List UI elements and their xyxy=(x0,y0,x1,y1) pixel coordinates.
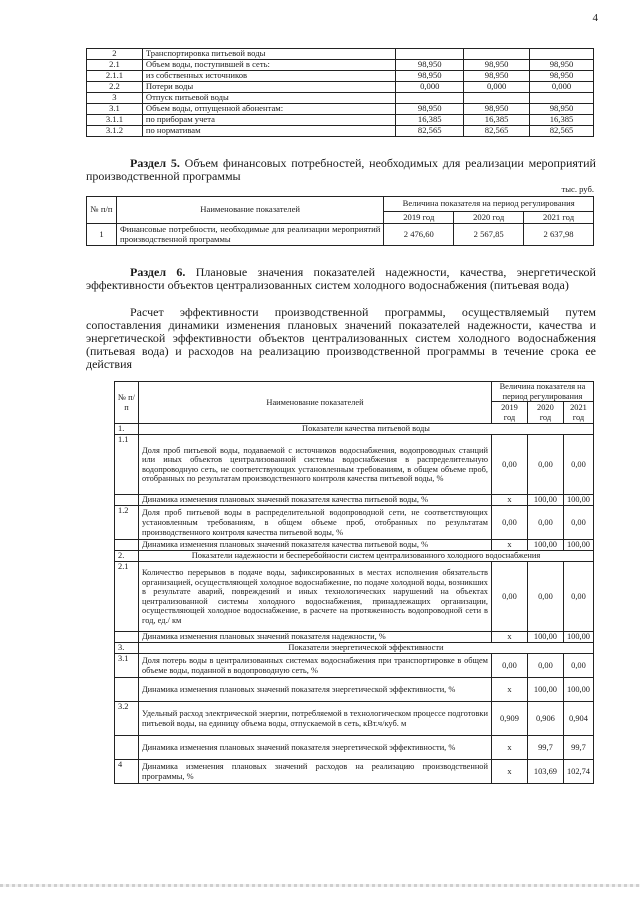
row-value: 0,00 xyxy=(527,654,563,678)
row-value xyxy=(530,93,594,104)
row-value: х xyxy=(491,540,527,551)
header-no: № п/п xyxy=(115,382,139,424)
financial-needs-table xyxy=(86,196,594,246)
group-title: Показатели качества питьевой воды xyxy=(138,424,593,435)
header-no: № п/п xyxy=(87,197,117,224)
page-number: 4 xyxy=(592,12,598,24)
row-value xyxy=(396,93,464,104)
row-value: х xyxy=(491,495,527,506)
table-row xyxy=(87,71,594,82)
row-value: 100,00 xyxy=(527,632,563,643)
row-name: Транспортировка питьевой воды xyxy=(142,49,395,60)
scan-edge-artifact xyxy=(0,884,640,887)
row-no: 4 xyxy=(115,760,139,784)
row-no-empty xyxy=(115,632,139,643)
row-name: Объем воды, поступившей в сеть: xyxy=(142,60,395,71)
row-name: Динамика изменения плановых значений показателя качества питьевой воды, % xyxy=(138,540,491,551)
row-value: 2 637,98 xyxy=(524,224,594,246)
row-value: 98,950 xyxy=(396,60,464,71)
row-value: 0,00 xyxy=(563,654,593,678)
row-value: 2 567,85 xyxy=(454,224,524,246)
header-year: 2019 год xyxy=(384,212,454,224)
table-row xyxy=(87,49,594,60)
row-value: 99,7 xyxy=(563,736,593,760)
row-value: 0,909 xyxy=(491,702,527,736)
row-value: 0,00 xyxy=(527,562,563,632)
row-name: Удельный расход электрической энергии, потребляемой в технологическом процессе подготовки питьевой воды, на единицу объема воды, отпускаемой в сеть, кВт.ч/куб. м xyxy=(138,702,491,736)
row-value: 100,00 xyxy=(563,632,593,643)
header-year: 2020 год xyxy=(527,402,563,424)
row-name: Объем воды, отпущенной абонентам: xyxy=(142,104,395,115)
row-value: 82,565 xyxy=(396,126,464,137)
group-title: Показатели энергетической эффективности xyxy=(138,643,593,654)
row-no: 2.1 xyxy=(87,60,143,71)
row-name: по приборам учета xyxy=(142,115,395,126)
row-value: 0,904 xyxy=(563,702,593,736)
group-title: Показатели надежности и бесперебойности систем централизованного холодного водоснабжения xyxy=(138,551,593,562)
row-value: 100,00 xyxy=(527,540,563,551)
row-value: 0,00 xyxy=(491,654,527,678)
row-no: 3.1.2 xyxy=(87,126,143,137)
row-no-empty xyxy=(115,678,139,702)
row-name: Динамика изменения плановых значений показателя энергетической эффективности, % xyxy=(138,678,491,702)
row-value: 82,565 xyxy=(464,126,530,137)
header-year: 2021 год xyxy=(563,402,593,424)
section-6-paragraph: Расчет эффективности производственной программы, осуществляемый путем сопоставления динамики изменения плановых значений показателей надежности, качества и энергетической эффективности объектов централизованных систем холодного водоснабжения (питьевая вода) и расходов на реализацию производственной программы в течение срока ее действия xyxy=(86,305,596,371)
row-no: 1.1 xyxy=(115,435,139,495)
row-value: 16,385 xyxy=(530,115,594,126)
row-no: 2.1 xyxy=(115,562,139,632)
table-row xyxy=(87,126,594,137)
row-value: 99,7 xyxy=(527,736,563,760)
row-value: 98,950 xyxy=(530,104,594,115)
row-value: 16,385 xyxy=(464,115,530,126)
header-year: 2019 год xyxy=(491,402,527,424)
header-name: Наименование показателей xyxy=(138,382,491,424)
row-value: 0,00 xyxy=(491,435,527,495)
table-row xyxy=(87,93,594,104)
row-name: Финансовые потребности, необходимые для реализации мероприятий производственной программы xyxy=(116,224,383,246)
row-value: 0,00 xyxy=(491,562,527,632)
row-name: Отпуск питьевой воды xyxy=(142,93,395,104)
table-row xyxy=(87,82,594,93)
row-value: х xyxy=(491,632,527,643)
row-value: 98,950 xyxy=(530,60,594,71)
row-value: 82,565 xyxy=(530,126,594,137)
row-no: 2.1.1 xyxy=(87,71,143,82)
table-row xyxy=(87,60,594,71)
section-6-heading xyxy=(86,266,596,292)
unit-note: тыс. руб. xyxy=(561,184,594,194)
row-value: 0,000 xyxy=(464,82,530,93)
section-6-label: Раздел 6. xyxy=(130,265,186,279)
row-value: 0,000 xyxy=(396,82,464,93)
header-period: Величина показателя на период регулирования xyxy=(384,197,594,212)
section-6-title: Плановые значения показателей надежности, качества, энергетической эффективности объектов централизованных систем холодного водоснабжения (питьевая вода) xyxy=(86,265,596,292)
row-value: 100,00 xyxy=(563,495,593,506)
row-value: 98,950 xyxy=(396,104,464,115)
row-no-empty xyxy=(115,495,139,506)
section-5-label: Раздел 5. xyxy=(130,156,180,170)
row-value: 0,00 xyxy=(491,506,527,540)
row-no: 3.2 xyxy=(115,702,139,736)
group-no: 2. xyxy=(115,551,139,562)
row-name: Доля проб питьевой воды в распределительной водопроводной сети, не соответствующих установленным требованиям, в общем объеме проб, отобранных по результатам производственного контроля качества питьевой воды, % xyxy=(138,506,491,540)
header-year: 2021 год xyxy=(524,212,594,224)
row-name: Количество перерывов в подаче воды, зафиксированных в местах исполнения обязательств организацией, осуществляющей холодное водоснабжение, по подаче холодной воды, возникших в результате аварий, повреждений и иных технологических нарушений на объектах централизованной системы холодного водоснабжения, принадлежащих организации, осуществляющей холодное водоснабжение, в расчете на протяженность водопроводной сети в год, ед./ км xyxy=(138,562,491,632)
row-no: 1 xyxy=(87,224,117,246)
row-value: 98,950 xyxy=(530,71,594,82)
row-name: Потери воды xyxy=(142,82,395,93)
row-value: 0,00 xyxy=(563,562,593,632)
row-value: 0,00 xyxy=(527,435,563,495)
row-value xyxy=(464,49,530,60)
row-value: 0,00 xyxy=(527,506,563,540)
row-value: 102,74 xyxy=(563,760,593,784)
table-row xyxy=(87,115,594,126)
header-name: Наименование показателей xyxy=(116,197,383,224)
row-name: из собственных источников xyxy=(142,71,395,82)
row-value: х xyxy=(491,736,527,760)
water-balance-table xyxy=(86,48,594,137)
row-value: х xyxy=(491,760,527,784)
row-value: 100,00 xyxy=(563,678,593,702)
row-value: 98,950 xyxy=(464,71,530,82)
row-name: Доля проб питьевой воды, подаваемой с источников водоснабжения, водопроводных станций или иных объектов централизованной системы водоснабжения в распределительную водопроводную сеть, не соответствующих установленным требованиям, в общем объеме проб, отобранных по результатам производственного контроля качества питьевой воды, % xyxy=(138,435,491,495)
row-value xyxy=(464,93,530,104)
row-value: 0,00 xyxy=(563,435,593,495)
row-value: 100,00 xyxy=(563,540,593,551)
row-no: 3.1 xyxy=(115,654,139,678)
row-no-empty xyxy=(115,736,139,760)
row-value: х xyxy=(491,678,527,702)
row-no: 3.1.1 xyxy=(87,115,143,126)
row-name: Динамика изменения плановых значений расходов на реализацию производственной программы, % xyxy=(138,760,491,784)
table-row xyxy=(87,104,594,115)
row-value: 98,950 xyxy=(396,71,464,82)
row-no: 1.2 xyxy=(115,506,139,540)
row-value: 98,950 xyxy=(464,60,530,71)
row-no-empty xyxy=(115,540,139,551)
row-value xyxy=(530,49,594,60)
section-5-heading xyxy=(86,157,596,183)
row-value: 98,950 xyxy=(464,104,530,115)
row-value: 2 476,60 xyxy=(384,224,454,246)
row-name: по нормативам xyxy=(142,126,395,137)
row-value: 100,00 xyxy=(527,495,563,506)
indicators-table xyxy=(114,381,594,784)
row-value xyxy=(396,49,464,60)
row-value: 16,385 xyxy=(396,115,464,126)
row-value: 100,00 xyxy=(527,678,563,702)
header-period: Величина показателя на период регулирования xyxy=(491,382,593,402)
row-name: Динамика изменения плановых значений показателя надежности, % xyxy=(138,632,491,643)
row-name: Доля потерь воды в централизованных системах водоснабжения при транспортировке в общем объеме воды, поданной в водопроводную сеть, % xyxy=(138,654,491,678)
row-no: 3 xyxy=(87,93,143,104)
header-year: 2020 год xyxy=(454,212,524,224)
row-no: 2 xyxy=(87,49,143,60)
row-value: 103,69 xyxy=(527,760,563,784)
row-name: Динамика изменения плановых значений показателя качества питьевой воды, % xyxy=(138,495,491,506)
section-5-title: Объем финансовых потребностей, необходимых для реализации мероприятий производственной программы xyxy=(86,156,596,183)
row-no: 2.2 xyxy=(87,82,143,93)
group-no: 3. xyxy=(115,643,139,654)
row-value: 0,000 xyxy=(530,82,594,93)
row-no: 3.1 xyxy=(87,104,143,115)
row-name: Динамика изменения плановых значений показателя энергетической эффективности, % xyxy=(138,736,491,760)
group-no: 1. xyxy=(115,424,139,435)
row-value: 0,00 xyxy=(563,506,593,540)
row-value: 0,906 xyxy=(527,702,563,736)
